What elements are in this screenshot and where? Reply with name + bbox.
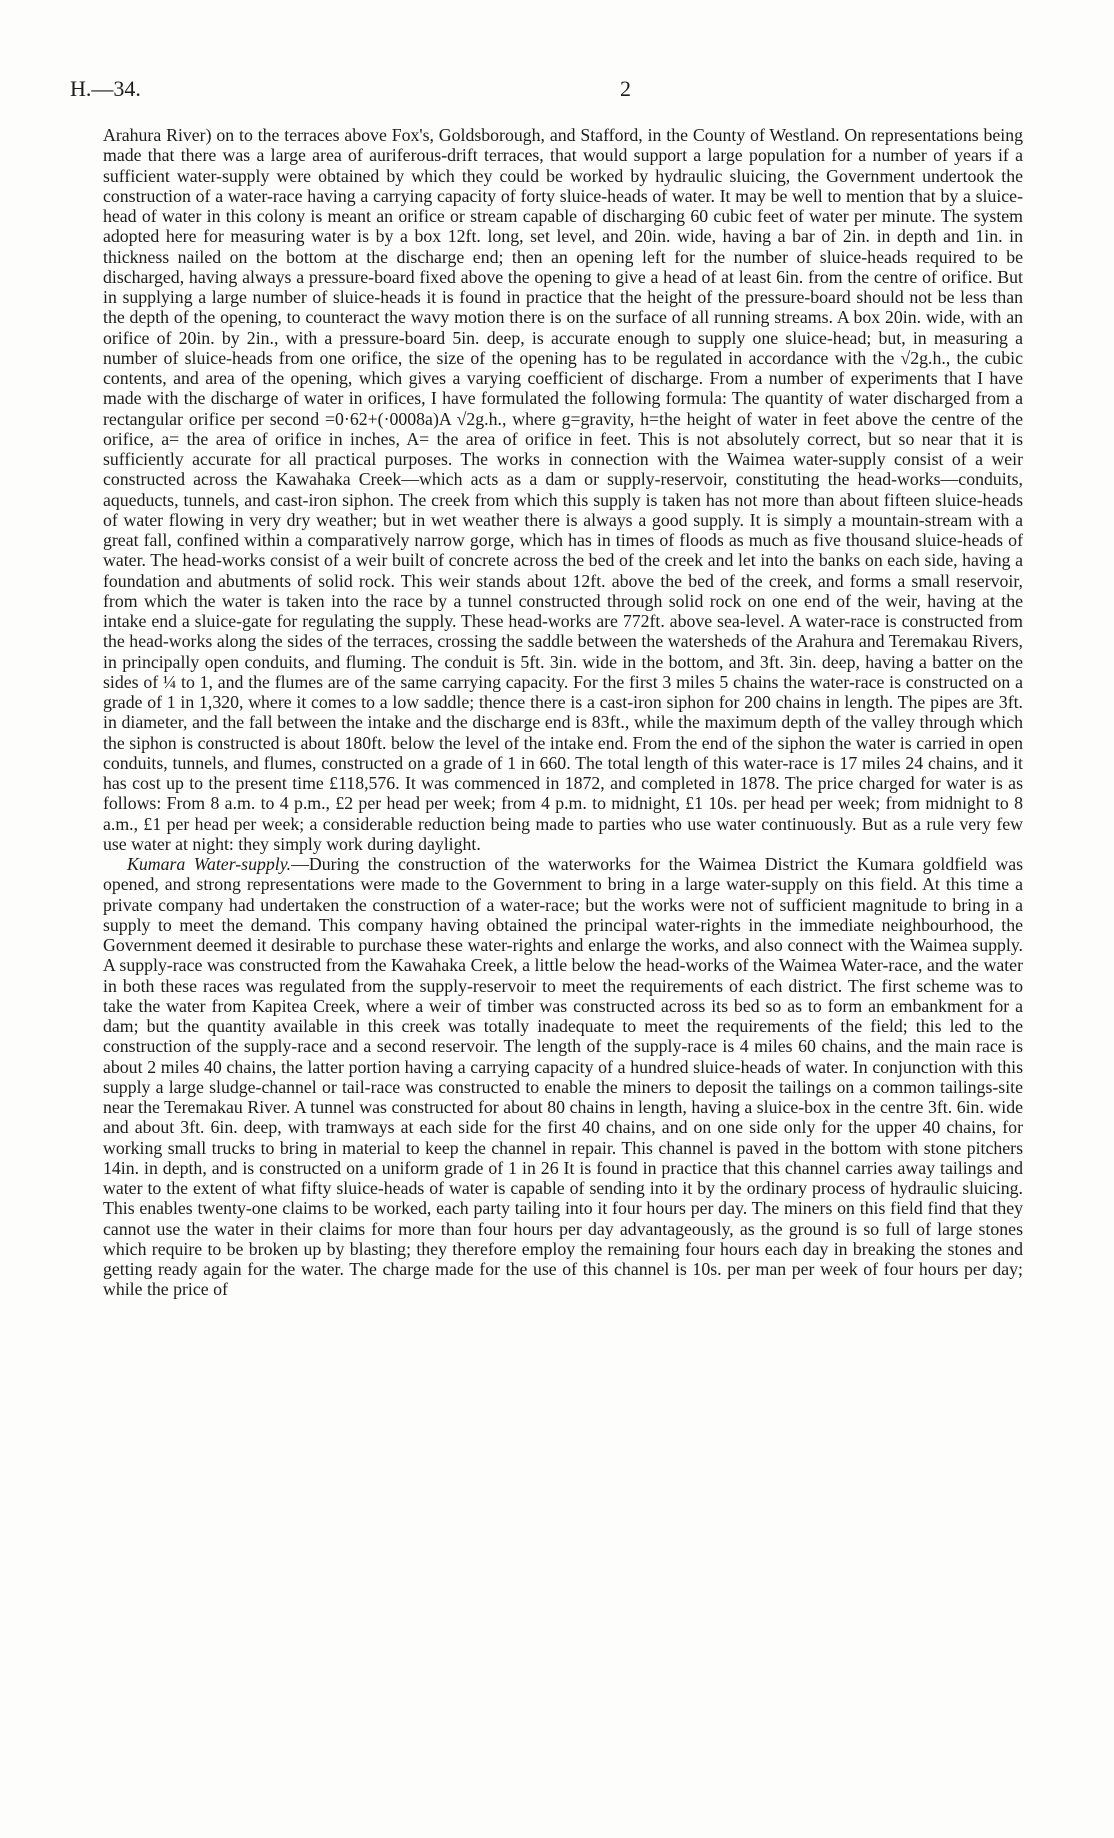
- document-reference: H.—34.: [70, 76, 141, 101]
- page-header: [70, 76, 1030, 106]
- paragraph: [103, 125, 1023, 854]
- paragraph-text: —During the construction of the waterworks for the Waimea District the Kumara goldfield was opened, and strong representations were made to the Government to bring in a large water-supply on this field. At this time a private company had undertaken the construction of a water-race; but the works were not of sufficient magnitude to bring in a supply to meet the demand. This company having obtained the principal water-rights in the immediate neighbourhood, the Government deemed it desirable to purchase these water-rights and enlarge the works, and also connect with the Waimea supply. A supply-race was constructed from the Kawahaka Creek, a little below the head-works of the Waimea Water-race, and the water in both these races was regulated from the supply-reservoir to meet the requirements of each district. The first scheme was to take the water from Kapitea Creek, where a weir of timber was constructed across its bed so as to form an embankment for a dam; but the quantity available in this creek was totally inadequate to meet the requirements of the field; this led to the construction of the supply-race and a second reservoir. The length of the supply-race is 4 miles 60 chains, and the main race is about 2 miles 40 chains, the latter portion having a carrying capacity of a hundred sluice-heads of water. In conjunction with this supply a large sludge-channel or tail-race was constructed to enable the miners to deposit the tailings on a common tailings-site near the Teremakau River. A tunnel was constructed for about 80 chains in length, having a sluice-box in the centre 3ft. 6in. wide and about 3ft. 6in. deep, with tramways at each side for the first 40 chains, and on one side only for the upper 40 chains, for working small trucks to bring in material to keep the channel in repair. This channel is paved in the bottom with stone pitchers 14in. in depth, and is constructed on a uniform grade of 1 in 26 It is found in practice that this channel carries away tailings and water to the extent of what fifty sluice-heads of water is capable of sending into it by the ordinary process of hydraulic sluicing. This enables twenty-one claims to be worked, each party tailing into it four hours per day. The miners on this field find that they cannot use the water in their claims for more than four hours per day advantageously, as the ground is so full of large stones which require to be broken up by blasting; they therefore employ the remaining four hours each day in breaking the stones and getting ready again for the water. The charge made for the use of this channel is 10s. per man per week of four hours per day; while the price of: [103, 854, 1024, 1300]
- paragraph: [103, 854, 1023, 1300]
- paragraph-text: Arahura River) on to the terraces above Fox's, Goldsborough, and Stafford, in the County of Westland. On representations being made that there was a large area of auriferous-drift terraces, that would support a large population for a number of years if a sufficient water-supply were obtained by which they could be worked by hydraulic sluicing, the Government undertook the construction of a water-race having a carrying capacity of forty sluice-heads of water. It may be well to mention that by a sluice-head of water in this colony is meant an orifice or stream capable of discharging 60 cubic feet of water per minute. The system adopted here for measuring water is by a box 12ft. long, set level, and 20in. wide, having a bar of 2in. in depth and 1in. in thickness nailed on the bottom at the discharge end; then an opening left for the number of sluice-heads required to be discharged, having always a pressure-board fixed above the opening to give a head of at least 6in. from the centre of orifice. But in supplying a large number of sluice-heads it is found in practice that the height of the pressure-board should not be less than the depth of the opening, to counteract the wavy motion there is on the surface of all running streams. A box 20in. wide, with an orifice of 20in. by 2in., with a pressure-board 5in. deep, is accurate enough to supply one sluice-head; but, in measuring a number of sluice-heads from one orifice, the size of the opening has to be regulated in accordance with the √2g.h., the cubic contents, and area of the opening, which gives a varying coefficient of discharge. From a number of experiments that I have made with the discharge of water in orifices, I have formulated the following formula: The quantity of water discharged from a rectangular orifice per second =0·62+(·0008a)A √2g.h., where g=gravity, h=the height of water in feet above the centre of the orifice, a= the area of orifice in inches, A= the area of orifice in feet. This is not absolutely correct, but so near that it is sufficiently accurate for all practical purposes. The works in connection with the Waimea water-supply consist of a weir constructed across the Kawahaka Creek—which acts as a dam or supply-reservoir, constituting the head-works—conduits, aqueducts, tunnels, and cast-iron siphon. The creek from which this supply is taken has not more than about fifteen sluice-heads of water flowing in very dry weather; but in wet weather there is always a good supply. It is simply a mountain-stream with a great fall, confined within a comparatively narrow gorge, which has in times of floods as much as five thousand sluice-heads of water. The head-works consist of a weir built of concrete across the bed of the creek and let into the banks on each side, having a foundation and abutments of solid rock. This weir stands about 12ft. above the bed of the creek, and forms a small reservoir, from which the water is taken into the race by a tunnel constructed through solid rock on one end of the weir, having at the intake end a sluice-gate for regulating the supply. These head-works are 772ft. above sea-level. A water-race is constructed from the head-works along the sides of the terraces, crossing the saddle between the watersheds of the Arahura and Teremakau Rivers, in principally open conduits, and fluming. The conduit is 5ft. 3in. wide in the bottom, and 3ft. 3in. deep, having a batter on the sides of ¼ to 1, and the flumes are of the same carrying capacity. For the first 3 miles 5 chains the water-race is constructed on a grade of 1 in 1,320, where it comes to a low saddle; thence there is a cast-iron siphon for 200 chains in length. The pipes are 3ft. in diameter, and the fall between the intake and the discharge end is 83ft., while the maximum depth of the valley through which the siphon is constructed is about 180ft. below the level of the intake end. From the end of the siphon the water is carried in open conduits, tunnels, and flumes, constructed on a grade of 1 in 660. The total length of this water-race is 17 miles 24 chains, and it has cost up to the present time £118,576. It was commenced in 1872, and completed in 1878. The price charged for water is as follows: From 8 a.m. to 4 p.m., £2 per head per week; from 4 p.m. to midnight, £1 10s. per head per week; from midnight to 8 a.m., £1 per head per week; a considerable reduction being made to parties who use water continuously. But as a rule very few use water at night: they simply work during daylight.: [103, 125, 1023, 854]
- body-text: [103, 125, 1023, 1300]
- section-heading: Kumara Water-supply.: [127, 854, 292, 874]
- page-number: 2: [620, 76, 631, 101]
